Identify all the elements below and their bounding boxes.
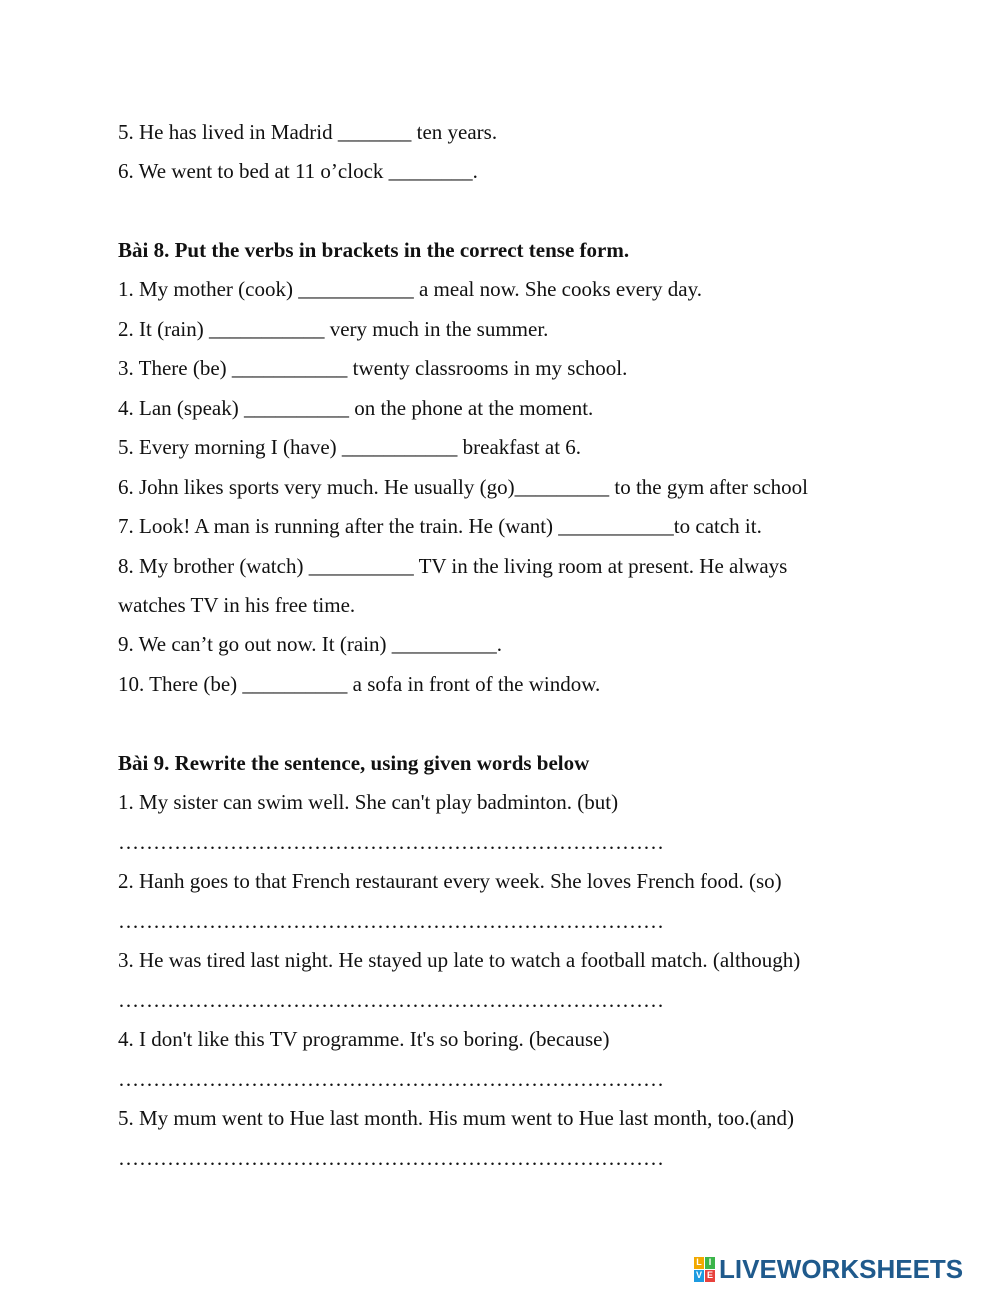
exercise-9-item-2: 2. Hanh goes to that French restaurant every week. She loves French food. (so)	[118, 869, 782, 893]
exercise-8-item-5: 5. Every morning I (have) ___________ breakfast at 6.	[118, 435, 582, 459]
exercise-8-item-8-continued: watches TV in his free time.	[118, 593, 356, 617]
liveworksheets-logo-text: LIVEWORKSHEETS	[719, 1254, 964, 1284]
exercise-8-item-6: 6. John likes sports very much. He usually (go)_________ to the gym after school	[118, 475, 808, 499]
exercise-8-item-10: 10. There (be) __________ a sofa in front of the window.	[118, 672, 601, 696]
logo-mark-letter-i: I	[705, 1257, 715, 1269]
exercise-8-item-3: 3. There (be) ___________ twenty classrooms in my school.	[118, 356, 628, 380]
exercise-8-item-7: 7. Look! A man is running after the train. He (want) ___________to catch it.	[118, 514, 762, 538]
exercise-7-item-5: 5. He has lived in Madrid _______ ten years.	[118, 120, 498, 144]
logo-mark-letter-v: V	[695, 1270, 702, 1280]
exercise-8-item-1: 1. My mother (cook) ___________ a meal now. She cooks every day.	[118, 277, 702, 301]
exercise-9-item-1: 1. My sister can swim well. She can't play badminton. (but)	[118, 790, 619, 814]
exercise-9-item-5: 5. My mum went to Hue last month. His mum went to Hue last month, too.(and)	[118, 1106, 795, 1130]
exercise-8-item-8: 8. My brother (watch) __________ TV in the living room at present. He always	[118, 554, 788, 578]
exercise-9-answer-line-3: ……………………………………………………………………	[118, 988, 664, 1012]
exercise-8-item-9: 9. We can’t go out now. It (rain) __________.	[118, 632, 503, 656]
exercise-9-answer-line-4: ……………………………………………………………………	[118, 1067, 664, 1091]
exercise-9-answer-line-5: ……………………………………………………………………	[118, 1146, 664, 1170]
logo-mark-letter-e: E	[706, 1270, 713, 1280]
exercise-9-heading: Bài 9. Rewrite the sentence, using given words below	[118, 751, 590, 775]
exercise-8-item-2: 2. It (rain) ___________ very much in the summer.	[118, 317, 549, 341]
exercise-9-answer-line-2: ……………………………………………………………………	[118, 909, 664, 933]
logo-mark-letter-l: L	[694, 1257, 704, 1269]
exercise-9-item-3: 3. He was tired last night. He stayed up late to watch a football match. (although)	[118, 948, 801, 972]
exercise-8-item-4: 4. Lan (speak) __________ on the phone at the moment.	[118, 396, 594, 420]
exercise-8-heading: Bài 8. Put the verbs in brackets in the correct tense form.	[118, 238, 630, 262]
exercise-7-item-6: 6. We went to bed at 11 o’clock ________.	[118, 159, 478, 183]
exercise-9-item-4: 4. I don't like this TV programme. It's so boring. (because)	[118, 1027, 610, 1051]
exercise-9-answer-line-1: ……………………………………………………………………	[118, 830, 664, 854]
liveworksheets-logo-mark	[694, 1257, 715, 1282]
liveworksheets-logo	[694, 1254, 963, 1284]
